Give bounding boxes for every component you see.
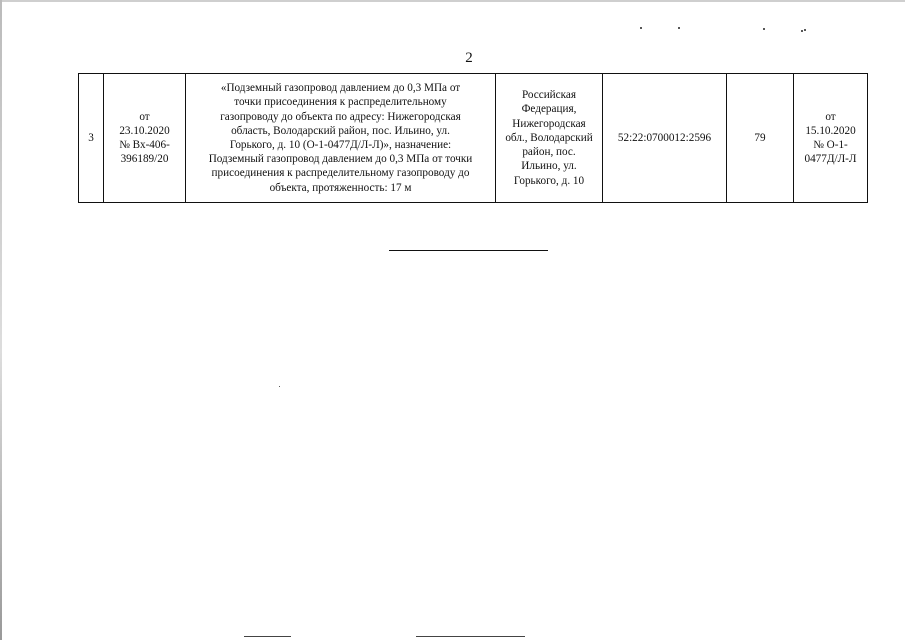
incoming-ref-line: от bbox=[139, 110, 150, 123]
incoming-ref-line: № Вх-406- bbox=[119, 139, 170, 151]
incoming-ref-cell bbox=[104, 74, 186, 203]
page-number: 2 bbox=[465, 50, 473, 66]
object-line: присоединения к распределительному газопроводу до bbox=[211, 167, 470, 180]
scan-speck bbox=[804, 29, 806, 31]
row-index-cell: 3 bbox=[79, 74, 104, 203]
object-line: область, Володарский район, пос. Ильино, ул. bbox=[231, 124, 450, 137]
object-line: газопроводу до объекта по адресу: Нижегородская bbox=[220, 110, 461, 123]
object-line: Горького, д. 10 (О-1-0477Д/Л-Л)», назначение: bbox=[229, 139, 452, 151]
object-line: точки присоединения к распределительному bbox=[234, 96, 447, 109]
address-line: Нижегородская bbox=[512, 117, 586, 130]
decision-ref-line: от bbox=[825, 110, 836, 123]
scan-bottom-mark bbox=[416, 636, 525, 637]
object-line: «Подземный газопровод давлением до 0,3 МПа от bbox=[220, 82, 461, 95]
incoming-ref-line: 23.10.2020 bbox=[119, 124, 170, 137]
scan-speck bbox=[640, 27, 642, 29]
count-cell: 79 bbox=[727, 74, 794, 203]
object-description-cell bbox=[186, 74, 496, 203]
decision-ref-line: 15.10.2020 bbox=[805, 124, 856, 137]
scan-speck bbox=[763, 28, 765, 30]
incoming-ref-line: 396189/20 bbox=[120, 153, 169, 166]
object-line: Подземный газопровод давлением до 0,3 МПа от точки bbox=[208, 153, 473, 166]
decision-ref-line: № О-1- bbox=[813, 139, 848, 151]
object-line: объекта, протяженность: 17 м bbox=[269, 181, 412, 194]
address-line: Федерация, bbox=[521, 103, 577, 116]
cadastral-number-cell: 52:22:0700012:2596 bbox=[603, 74, 727, 203]
scan-speck bbox=[801, 30, 803, 32]
address-line: обл., Володарский bbox=[505, 131, 593, 144]
registry-table bbox=[78, 73, 868, 203]
address-line: район, пос. bbox=[522, 146, 576, 159]
end-of-table-divider bbox=[389, 250, 548, 251]
decision-ref-line: 0477Д/Л-Л bbox=[804, 153, 857, 166]
scan-speck bbox=[279, 386, 280, 387]
scan-left-edge bbox=[0, 0, 2, 640]
address-line: Российская bbox=[521, 89, 577, 102]
decision-ref-cell bbox=[794, 74, 868, 203]
address-cell bbox=[496, 74, 603, 203]
table-row bbox=[79, 74, 868, 203]
scan-speck bbox=[678, 27, 680, 29]
scan-bottom-mark bbox=[244, 636, 291, 637]
address-line: Ильино, ул. bbox=[521, 160, 577, 173]
address-line: Горького, д. 10 bbox=[513, 174, 585, 187]
scan-top-edge bbox=[0, 0, 905, 2]
